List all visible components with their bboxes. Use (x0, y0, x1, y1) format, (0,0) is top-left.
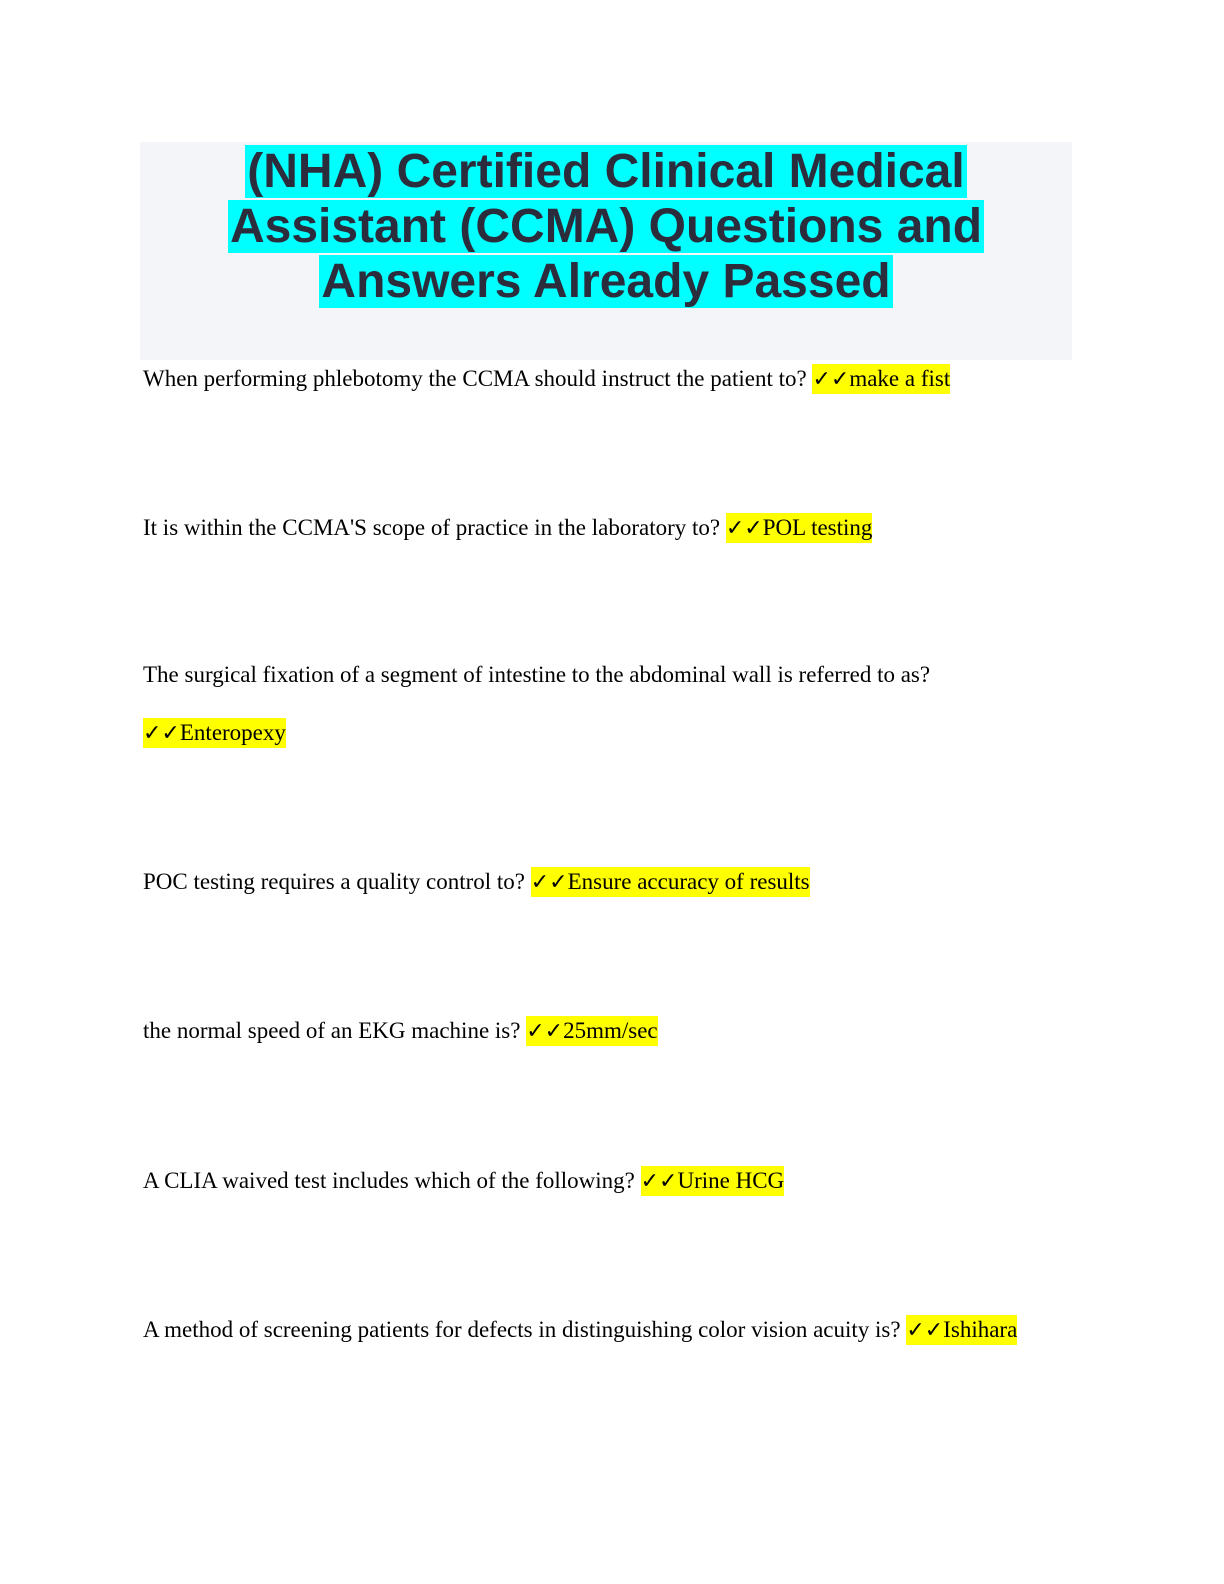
document-title (140, 142, 1072, 309)
answer-text: POL testing (762, 515, 873, 540)
qa-item (143, 1315, 1083, 1346)
question-text: the normal speed of an EKG machine is? (143, 1018, 527, 1043)
answer-text: Ensure accuracy of results (567, 869, 810, 894)
question-text: It is within the CCMA'S scope of practice in the laboratory to? (143, 515, 726, 540)
check-mark-icon: ✓✓ (143, 721, 180, 746)
answer-highlight (641, 1166, 785, 1196)
question-text: When performing phlebotomy the CCMA should instruct the patient to? (143, 366, 813, 391)
title-block (140, 142, 1072, 360)
question-text: The surgical fixation of a segment of intestine to the abdominal wall is referred to as? (143, 662, 931, 687)
question-text: POC testing requires a quality control to? (143, 869, 531, 894)
question-text: A CLIA waived test includes which of the following? (143, 1168, 641, 1193)
title-line-3: Answers Already Passed (321, 255, 891, 308)
qa-item (143, 660, 1083, 690)
qa-item (143, 364, 1083, 395)
answer-text: 25mm/sec (563, 1018, 658, 1043)
check-mark-icon: ✓✓ (725, 516, 763, 541)
check-mark-icon: ✓✓ (906, 1318, 944, 1343)
qa-item (143, 1016, 1083, 1047)
question-text: A method of screening patients for defects in distinguishing color vision acuity is? (143, 1317, 907, 1342)
answer-highlight (726, 513, 873, 543)
qa-item (143, 867, 1083, 898)
check-mark-icon: ✓✓ (530, 870, 568, 895)
check-mark-icon: ✓✓ (526, 1019, 564, 1044)
check-mark-icon: ✓✓ (812, 367, 850, 392)
answer-highlight (812, 364, 950, 394)
answer-text: Urine HCG (677, 1168, 785, 1193)
title-line-2: Assistant (CCMA) Questions and (229, 200, 983, 253)
answer-highlight (526, 1016, 657, 1046)
answer-highlight (531, 867, 810, 897)
title-line-1: (NHA) Certified Clinical Medical (247, 145, 965, 198)
answer-text: Enteropexy (179, 720, 286, 745)
check-mark-icon: ✓✓ (640, 1169, 678, 1194)
qa-item (143, 513, 1083, 544)
answer-text: make a fist (849, 366, 951, 391)
answer-highlight (143, 718, 286, 748)
answer-text: Ishihara (943, 1317, 1018, 1342)
qa-item (143, 1166, 1083, 1197)
qa-item-answer-line (143, 718, 1083, 749)
answer-highlight (906, 1315, 1017, 1345)
